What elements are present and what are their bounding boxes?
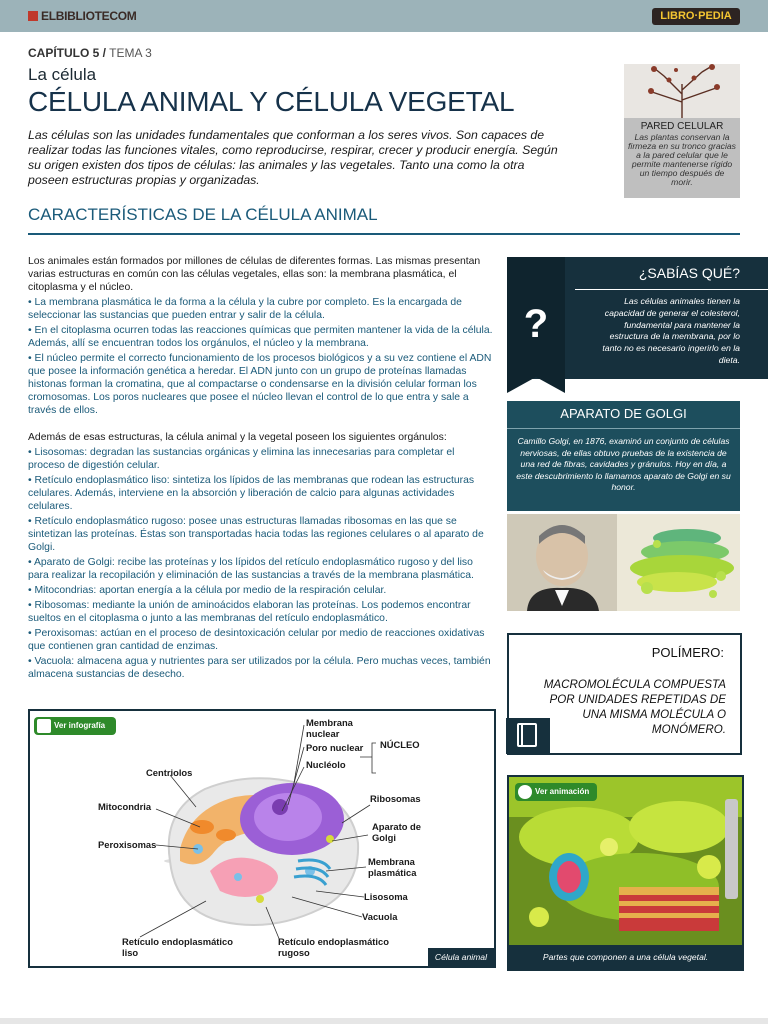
- ver-animacion-button[interactable]: [515, 783, 597, 801]
- polimero-definition: MACROMOLÉCULA COMPUESTA POR UNIDADES REPETIDAS DE UNA MISMA MOLÉCULA O MONÓMERO.: [543, 678, 726, 736]
- bullet-golgi: • Aparato de Golgi: recibe las proteínas y los lípidos del retículo endoplasmático rugoso y del liso para realizar la recopilación y eliminación de las sustancias a través de la membrana plasmática.: [28, 557, 474, 581]
- book-icon: [28, 11, 38, 21]
- breadcrumb-chapter: CAPÍTULO 5 /: [28, 46, 107, 60]
- intro-paragraph: Las células son las unidades fundamentales que conforman a los seres vivos. Son capaces de realizar todas las funciones vitales, como reproducirse, respirar, crecer y producir energía. Según su origen existen dos tipos de células: las animales y las vegetales. Tanto una como la otra poseen estructuras propias y organizadas.: [28, 128, 558, 187]
- ver-animacion-label: Ver animación: [535, 787, 590, 796]
- animation-controls[interactable]: [725, 799, 738, 899]
- pared-text: Las plantas conservan la firmeza en su tronco gracias a la pared celular que le permite mantenerse rígido un tiempo después de morir.: [628, 132, 736, 187]
- label-reticulo-liso: Retículo endoplasmático liso: [122, 936, 233, 958]
- paragraph: Los animales están formados por millones de células de diferentes formas. Las mismas presentan varias estructuras en común con las células vegetales, ellas son: la membrana plasmática, el citoplasma y el núcleo.: [28, 256, 481, 293]
- question-ribbon-icon: [507, 257, 565, 393]
- label-centriolos: Centriolos: [146, 767, 193, 778]
- ver-infografia-label: Ver infografía: [54, 721, 106, 730]
- bullet-mitocondrias: • Mitocondrias: aportan energía a la célula por medio de la respiración celular.: [28, 585, 387, 596]
- bullet-nucleo: • El núcleo permite el correcto funcionamiento de los procesos biológicos y a su vez contiene el ADN que posee la información genética a heredar. El ADN junto con un grupo de proteínas llamadas histonas forman la cromatina, que al compactarse o condensarse en la división celular forman los cromosomas. Los poros nucleares que posee el núcleo llevan el control de lo que entra y sale a través de ellos.: [28, 353, 492, 416]
- infographic-caption: Célula animal: [428, 948, 494, 966]
- polimero-title: POLÍMERO:: [651, 645, 724, 660]
- plant-cell-illustration: [509, 777, 742, 945]
- brand-name: ELBIBLIOTECOM: [41, 9, 137, 23]
- golgi-title: APARATO DE GOLGI: [560, 406, 687, 421]
- bullet-membrana: • La membrana plasmática le da forma a la célula y la cubre por completo. Es la encargada de seleccionar las sustancias que pueden entrar y salir de la célula.: [28, 297, 462, 321]
- bullet-peroxisomas: • Peroxisomas: actúan en el proceso de desintoxicación celular por medio de reacciones oxidativas que contienen gran cantidad de enzimas.: [28, 628, 485, 652]
- paragraph: Además de esas estructuras, la célula animal y la vegetal poseen los siguientes orgánulos:: [28, 432, 447, 443]
- label-mitocondria: Mitocondria: [98, 801, 152, 812]
- label-lisosoma: Lisosoma: [364, 891, 408, 902]
- label-peroxisomas: Peroxisomas: [98, 839, 157, 850]
- animation-caption: Partes que componen a una célula vegetal.: [542, 952, 709, 962]
- label-nucleo: NÚCLEO: [380, 739, 420, 750]
- label-reticulo-rugoso: Retículo endoplasmático rugoso: [278, 936, 389, 958]
- label-aparato-golgi: Aparato de Golgi: [372, 821, 421, 843]
- label-membrana-plasmatica: Membrana plasmática: [368, 856, 417, 878]
- sabias-text: Las células animales tienen la capacidad de generar el colesterol, fundamental para mantener la estructura de la membrana, por lo tanto no es necesario ingerirlo en la dieta.: [602, 296, 740, 365]
- bullet-reticulo-rugoso: • Retículo endoplasmático rugoso: posee unas estructuras llamadas ribosomas en las que se sintetizan las proteínas. Éstas son transportadas hacia todas las regiones celulares o al aparato de Golgi.: [28, 516, 484, 553]
- bullet-citoplasma: • En el citoplasma ocurren todas las reacciones químicas que permiten mantener la vida de la célula. Además, allí se encuentran todos los orgánulos, el núcleo y la membrana.: [28, 325, 493, 349]
- main-text: [28, 255, 494, 683]
- brand-logo[interactable]: [28, 9, 136, 23]
- page-title: CÉLULA ANIMAL Y CÉLULA VEGETAL: [28, 86, 515, 117]
- bullet-vacuola: • Vacuola: almacena agua y nutrientes para ser utilizados por la célula. Pero muchas veces, también almacena sustancias de desecho.: [28, 656, 491, 680]
- section-divider: [28, 233, 740, 235]
- pared-celular-box: [624, 64, 740, 198]
- golgi-text: Camillo Golgi, en 1876, examinó un conjunto de células nerviosas, de ellas obtuvo pruebas de la existencia de una red de fibras, cavidades y gránulos. Hoy en día, a este descubrimiento lo llamamos aparato de Golgi en su honor.: [516, 436, 731, 492]
- cell-infographic: [28, 709, 496, 968]
- section-title: CARACTERÍSTICAS DE LA CÉLULA ANIMAL: [28, 205, 378, 224]
- dictionary-book-icon: [506, 718, 550, 754]
- plant-cell-animation[interactable]: [507, 775, 744, 971]
- bullet-reticulo-liso: • Retículo endoplasmático liso: sintetiza los lípidos de las membranas que rodean las estructuras celulares. Además, interviene en la absorción y liberación de calcio para algunas actividades celulares.: [28, 475, 475, 512]
- breadcrumb: [28, 46, 152, 60]
- breadcrumb-topic: TEMA 3: [109, 46, 152, 60]
- golgi-image: [507, 514, 740, 611]
- golgi-divider: [507, 428, 740, 429]
- bullet-ribosomas: • Ribosomas: mediante la unión de aminoácidos elaboran las proteínas. Los podemos encontrar sueltos en el citoplasma o junto a las membranas del retículo endoplasmático.: [28, 600, 471, 624]
- partner-logo[interactable]: LIBRO·PEDIA: [652, 8, 740, 25]
- bottom-bar: [0, 1018, 768, 1024]
- label-nucleolo: Nucléolo: [306, 759, 346, 770]
- sabias-title: ¿SABÍAS QUÉ?: [638, 265, 740, 281]
- bullet-lisosomas: • Lisosomas: degradan las sustancias orgánicas y elimina las innecesarias para completar el proceso de digestión celular.: [28, 447, 455, 471]
- question-mark: ?: [523, 302, 549, 346]
- plant-image: [624, 64, 740, 118]
- label-vacuola: Vacuola: [362, 911, 398, 922]
- page-subtitle: La célula: [28, 65, 97, 84]
- sabias-divider: [575, 289, 768, 290]
- label-ribosomas: Ribosomas: [370, 793, 421, 804]
- label-membrana-nuclear: Membrana nuclear: [306, 717, 353, 739]
- label-poro-nuclear: Poro nuclear: [306, 742, 364, 753]
- leaf-icon: [518, 785, 532, 799]
- pared-title: PARED CELULAR: [640, 121, 724, 132]
